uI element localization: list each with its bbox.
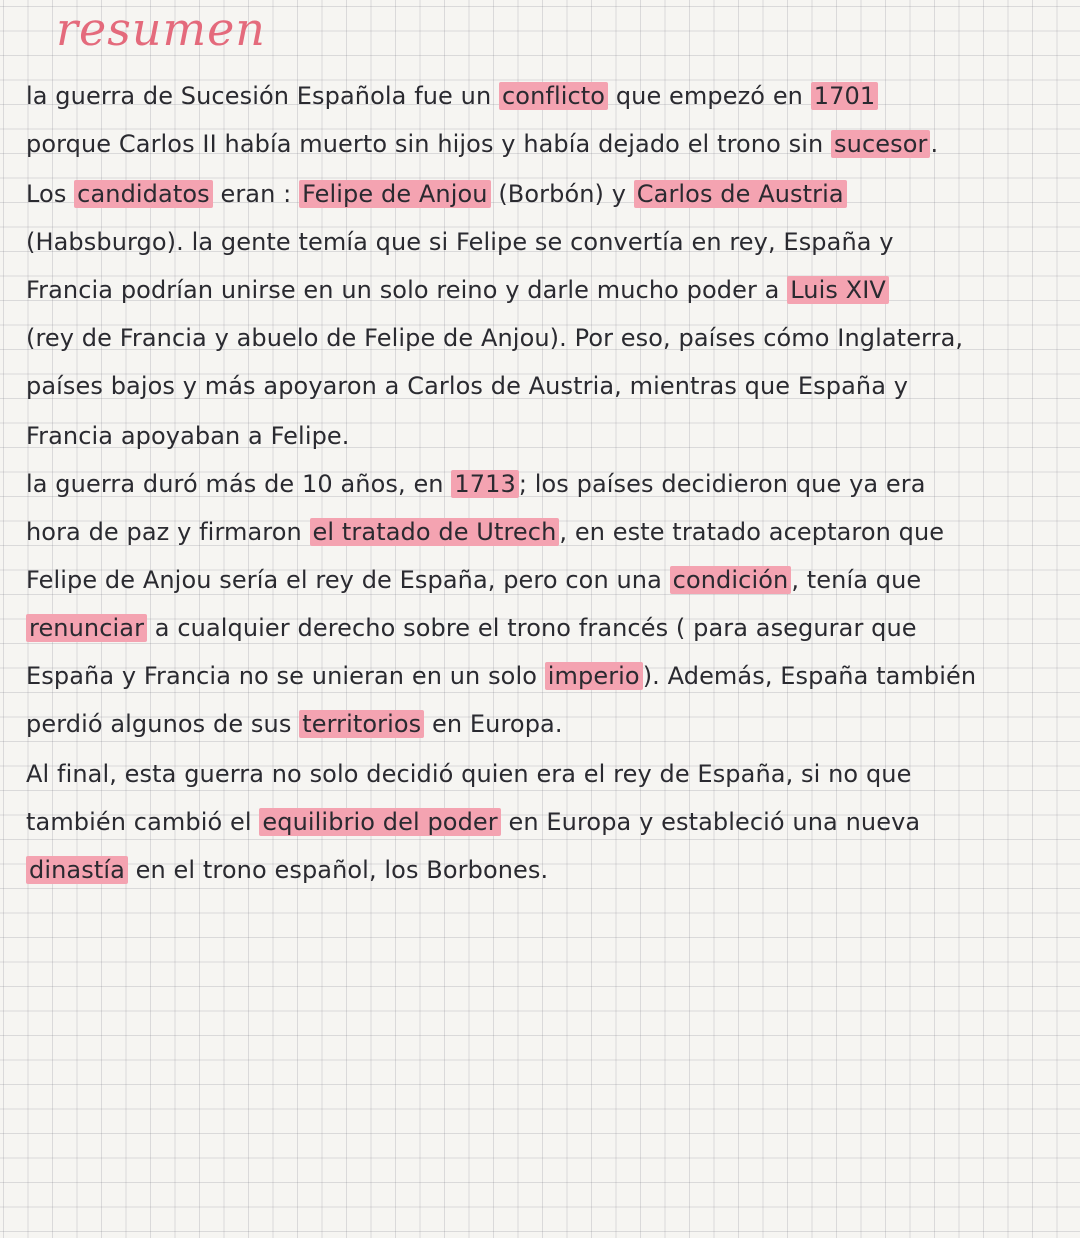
text-segment: la guerra duró más de 10 años, en — [26, 470, 452, 498]
text-line — [26, 170, 847, 218]
text-segment: (Borbón) y — [490, 180, 634, 208]
highlighted-term: imperio — [545, 662, 643, 690]
highlighted-term: sucesor — [831, 130, 930, 158]
text-segment: Francia podrían unirse en un solo reino y darle mucho poder a — [26, 276, 788, 304]
text-line — [26, 120, 938, 168]
text-segment: ). Además, España también — [642, 662, 977, 690]
text-line — [26, 266, 889, 314]
text-line — [26, 846, 548, 894]
highlighted-term: Carlos de Austria — [634, 180, 847, 208]
highlighted-term: territorios — [299, 710, 424, 738]
text-segment: (rey de Francia y abuelo de Felipe de Anjou). Por eso, países cómo Inglaterra, — [26, 324, 964, 352]
highlighted-term: candidatos — [74, 180, 213, 208]
text-line — [26, 604, 917, 652]
text-segment: países bajos y más apoyaron a Carlos de Austria, mientras que España y — [26, 372, 909, 400]
text-line — [26, 314, 963, 362]
text-segment: en Europa. — [424, 710, 563, 738]
text-segment: a cualquier derecho sobre el trono francés ( para asegurar que — [147, 614, 917, 642]
highlighted-term: Felipe de Anjou — [299, 180, 491, 208]
text-line — [26, 218, 894, 266]
text-segment: la guerra de Sucesión Española fue un — [26, 82, 500, 110]
text-line — [26, 362, 908, 410]
text-segment: , tenía que — [791, 566, 922, 594]
highlighted-term: Luis XIV — [787, 276, 889, 304]
page-title: resumen — [56, 2, 266, 56]
highlighted-term: condición — [670, 566, 792, 594]
text-segment: España y Francia no se unieran en un solo — [26, 662, 545, 690]
text-line — [26, 412, 350, 460]
text-segment: en el trono español, los Borbones. — [127, 856, 549, 884]
text-segment: porque Carlos II había muerto sin hijos y había dejado el trono sin — [26, 130, 832, 158]
text-line — [26, 460, 926, 508]
text-line — [26, 72, 878, 120]
text-segment: que empezó en — [608, 82, 811, 110]
highlighted-term: el tratado de Utrech — [310, 518, 560, 546]
text-segment: , en este tratado aceptaron que — [559, 518, 945, 546]
text-segment: hora de paz y firmaron — [26, 518, 310, 546]
text-segment: perdió algunos de sus — [26, 710, 300, 738]
highlighted-term: 1713 — [451, 470, 518, 498]
text-segment: eran : — [212, 180, 300, 208]
text-segment: (Habsburgo). la gente temía que si Felipe se convertía en rey, España y — [26, 228, 894, 256]
highlighted-term: conflicto — [499, 82, 608, 110]
text-segment: . — [930, 130, 939, 158]
text-segment: Francia apoyaban a Felipe. — [26, 422, 350, 450]
text-line — [26, 652, 976, 700]
highlighted-term: renunciar — [26, 614, 147, 642]
text-segment: Felipe de Anjou sería el rey de España, pero con una — [26, 566, 670, 594]
highlighted-term: equilibrio del poder — [259, 808, 500, 836]
text-segment: ; los países decidieron que ya era — [518, 470, 926, 498]
highlighted-term: 1701 — [811, 82, 878, 110]
text-line — [26, 508, 944, 556]
text-line — [26, 798, 920, 846]
text-line — [26, 700, 563, 748]
text-line — [26, 556, 921, 604]
text-line — [26, 750, 911, 798]
text-segment: en Europa y estableció una nueva — [500, 808, 921, 836]
text-segment: Los — [26, 180, 75, 208]
text-segment: también cambió el — [26, 808, 260, 836]
text-segment: Al final, esta guerra no solo decidió quien era el rey de España, si no que — [26, 760, 912, 788]
highlighted-term: dinastía — [26, 856, 128, 884]
